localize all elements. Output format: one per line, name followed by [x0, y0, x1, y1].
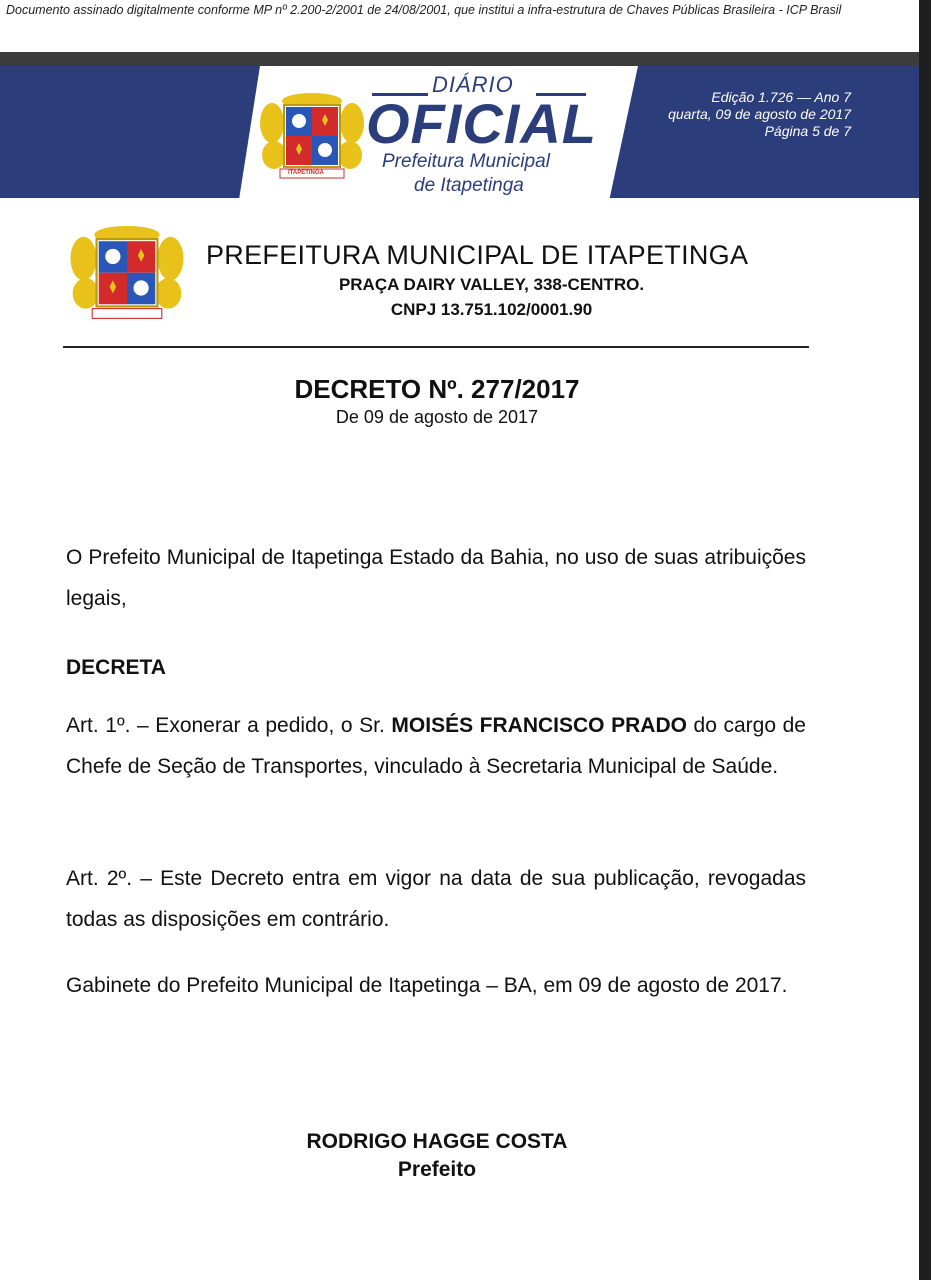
decree-preamble: O Prefeito Municipal de Itapetinga Estado da Bahia, no uso de suas atribuições legais, [66, 546, 806, 610]
article-1-suffix: do cargo de Chefe de Seção de Transportes, vinculado à Secretaria Municipal de Saúde. [66, 714, 806, 778]
edition-number: Edição 1.726 — Ano 7 [711, 89, 851, 105]
signatory-role: Prefeito [397, 1158, 477, 1181]
article-1-name: MOISÉS FRANCISCO PRADO [391, 714, 687, 737]
masthead-cidade: de Itapetinga [414, 175, 524, 196]
masthead-diario: DIÁRIO [432, 72, 514, 97]
masthead-oficial: OFICIAL [366, 92, 597, 155]
article-1-prefix: Art. 1º. – Exonerar a pedido, o Sr. [66, 714, 392, 737]
decree-closing: Gabinete do Prefeito Municipal de Itapetinga – BA, em 09 de agosto de 2017. [66, 974, 788, 997]
decreta-heading: DECRETA [66, 656, 166, 679]
letterhead-address: PRAÇA DAIRY VALLEY, 338-CENTRO. [338, 275, 645, 294]
letterhead-title: PREFEITURA MUNICIPAL DE ITAPETINGA [206, 240, 749, 270]
digital-signature-note: Documento assinado digitalmente conforme MP nº 2.200-2/2001 de 24/08/2001, que institui a infra-estrutura de Chaves Públicas Brasileira - ICP Brasil [6, 3, 842, 17]
decree-title: DECRETO Nº. 277/2017 [294, 374, 580, 404]
masthead-prefeitura: Prefeitura Municipal [382, 151, 550, 172]
edition-page: Página 5 de 7 [764, 123, 851, 139]
article-1 [66, 705, 806, 787]
crest-banner-text: ITAPETINGA [288, 170, 324, 176]
signatory-name: RODRIGO HAGGE COSTA [306, 1130, 568, 1153]
edition-info [668, 89, 851, 140]
page-right-edge [919, 0, 931, 1280]
digital-signature-bar [0, 0, 931, 53]
article-2: Art. 2º. – Este Decreto entra em vigor na data de sua publicação, revogadas todas as disposições em contrário. [66, 867, 806, 931]
header-divider [63, 346, 809, 348]
edition-date: quarta, 09 de agosto de 2017 [668, 106, 851, 122]
decree-date: De 09 de agosto de 2017 [335, 407, 539, 427]
letterhead-cnpj: CNPJ 13.751.102/0001.90 [390, 300, 593, 319]
